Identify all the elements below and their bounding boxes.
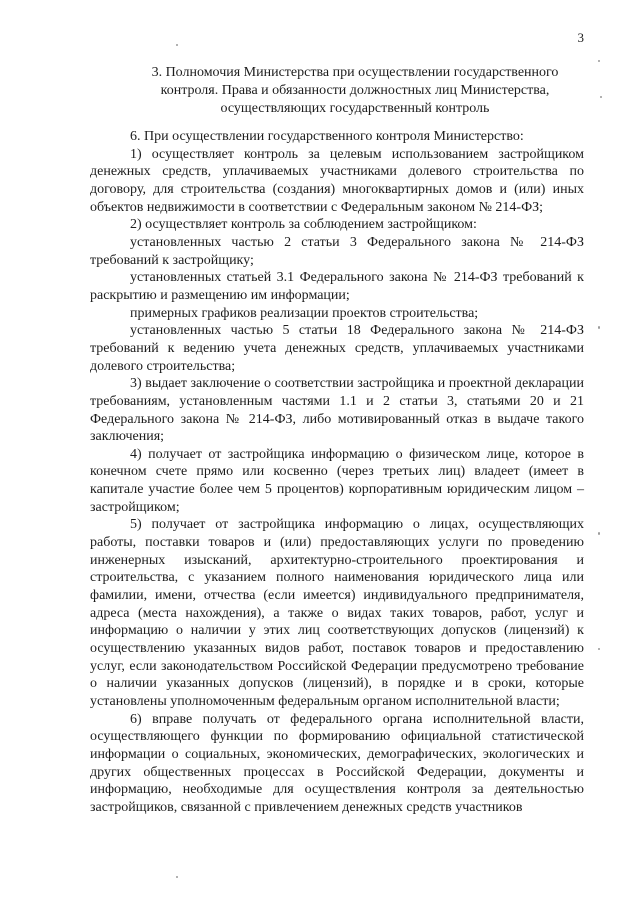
scan-speck bbox=[598, 532, 600, 535]
scan-speck bbox=[598, 648, 600, 650]
paragraph-subitem-requirements: установленных частью 2 статьи 3 Федерального закона № 214-ФЗ требований к застройщику; bbox=[90, 234, 584, 268]
body-text bbox=[90, 128, 584, 817]
paragraph-intro: 6. При осуществлении государственного контроля Министерство: bbox=[130, 129, 524, 144]
paragraph-item-6: 6) вправе получать от федерального органа исполнительной власти, осуществляющего функции по формированию официальной статистической информации о социальных, экономических, демографических, экологических и других общественных процессах в Российской Федерации, документы и информацию, необходимые для осуществления контроля за деятельностью застройщиков, связанной с привлечением денежных средств участников bbox=[90, 711, 584, 815]
scan-speck bbox=[598, 326, 600, 329]
scan-speck bbox=[598, 60, 600, 62]
paragraph-subitem-disclosure: установленных статьей 3.1 Федерального закона № 214-ФЗ требований к раскрытию и размещению им информации; bbox=[90, 270, 584, 303]
paragraph-subitem-schedules: примерных графиков реализации проектов строительства; bbox=[130, 305, 479, 321]
paragraph-item-1: 1) осуществляет контроль за целевым использованием застройщиком денежных средств, уплачиваемых участниками долевого строительства по договору, для строительства (создания) многоквартирных домов и (или) иных объектов недвижимости в соответствии с Федеральным законом № 214-ФЗ; bbox=[90, 146, 584, 215]
paragraph-item-3: 3) выдает заключение о соответствии застройщика и проектной декларации требованиям, установленным частями 1.1 и 2 статьи 3, статьями 20 и 21 Федерального закона № 214-ФЗ, либо мотивированный отказ в выдаче такого заключения; bbox=[90, 376, 584, 445]
paragraph-item-2: 2) осуществляет контроль за соблюдением застройщиком: bbox=[130, 217, 477, 233]
section-heading-line-1: 3. Полномочия Министерства при осуществлении государственного bbox=[151, 65, 559, 80]
paragraph-item-4: 4) получает от застройщика информацию о физическом лице, которое в конечном счете прямо или косвенно (через третьих лиц) владеет (имеет в капитале участие более чем 5 процентов) корпоративным юридическим лицом – застройщиком; bbox=[90, 446, 584, 515]
scan-speck bbox=[176, 44, 178, 46]
section-heading-line-2: контроля. Права и обязанности должностных лиц Министерства, bbox=[160, 83, 550, 98]
section-heading bbox=[120, 64, 590, 118]
scan-speck bbox=[600, 96, 602, 98]
page-number: 3 bbox=[577, 30, 584, 45]
scan-speck bbox=[176, 876, 178, 878]
section-heading-line-3: осуществляющих государственный контроль bbox=[220, 101, 490, 116]
paragraph-subitem-accounting: установленных частью 5 статьи 18 Федерального закона № 214-ФЗ требований к ведению учета денежных средств, уплачиваемых участниками долевого строительства; bbox=[90, 323, 584, 374]
paragraph-item-5: 5) получает от застройщика информацию о лицах, осуществляющих работы, поставки товаров и (или) предоставляющих услуги по проведению инженерных изысканий, архитектурно-строительного проектирования и строительства, с указанием полного наименования юридического лица или фамилии, имени, отчества (если имеется) индивидуального предпринимателя, адреса (места нахождения), а также о видах таких товаров, работ, услуг и информацию о наличии у этих лиц соответствующих допусков (лицензий) к осуществлению указанных видов работ, поставок товаров и предоставлению услуг, если законодательством Российской Федерации предусмотрено требование о наличии указанных допусков (лицензий), в порядке и в сроки, которые установлены уполномоченным федеральным органом исполнительной власти; bbox=[90, 517, 584, 709]
